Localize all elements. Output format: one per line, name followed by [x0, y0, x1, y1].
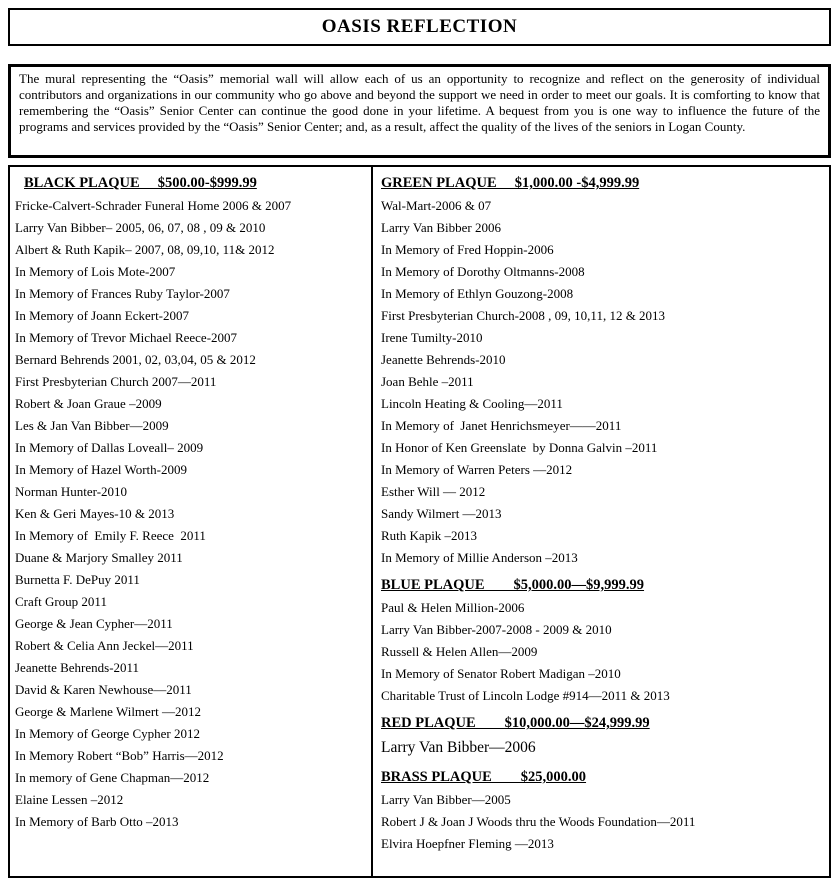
donor-entry: George & Jean Cypher—2011: [15, 616, 173, 631]
donor-entry: Elaine Lessen –2012: [15, 792, 124, 807]
donor-entry: In Memory of Emily F. Reece 2011: [15, 528, 206, 543]
intro-box: [8, 64, 831, 158]
donor-entry: Robert & Joan Graue –2009: [15, 396, 162, 411]
donor-entry: In Memory of Trevor Michael Reece-2007: [15, 330, 238, 345]
title-box: [8, 8, 831, 46]
plaque-lists: [8, 165, 831, 878]
left-column: [10, 167, 373, 876]
donor-entry: In Memory of Frances Ruby Taylor-2007: [15, 286, 230, 301]
donor-entry: Esther Will — 2012: [381, 484, 486, 499]
donor-entry: Wal-Mart-2006 & 07: [381, 198, 492, 213]
donor-entry: In Memory of Hazel Worth-2009: [15, 462, 188, 477]
black-plaque-heading-text: BLACK PLAQUE $500.00-$999.99: [24, 175, 257, 191]
donor-entry: Larry Van Bibber– 2005, 06, 07, 08 , 09 & 2010: [15, 220, 266, 235]
black-plaque-heading: [15, 171, 365, 195]
donor-entry: Russell & Helen Allen—2009: [381, 644, 538, 659]
donor-entry: Larry Van Bibber 2006: [381, 220, 501, 235]
donor-entry: In Memory of Lois Mote-2007: [15, 264, 176, 279]
donor-entry: Robert & Celia Ann Jeckel—2011: [15, 638, 194, 653]
donor-entry: Les & Jan Van Bibber—2009: [15, 418, 169, 433]
donor-entry: In Memory of Dorothy Oltmanns-2008: [381, 264, 585, 279]
donor-entry: In Memory of George Cypher 2012: [15, 726, 200, 741]
donor-entry: In Honor of Ken Greenslate by Donna Galvin –2011: [381, 440, 658, 455]
donor-entry: Albert & Ruth Kapik– 2007, 08, 09,10, 11& 2012: [15, 242, 275, 257]
donor-entry: Ken & Geri Mayes-10 & 2013: [15, 506, 175, 521]
donor-entry: In Memory of Ethlyn Gouzong-2008: [381, 286, 574, 301]
donor-entry: In Memory of Barb Otto –2013: [15, 814, 179, 829]
donor-entry: Duane & Marjory Smalley 2011: [15, 550, 183, 565]
donor-entry: Lincoln Heating & Cooling—2011: [381, 396, 563, 411]
donor-entry: In Memory of Joann Eckert-2007: [15, 308, 190, 323]
donor-entry: In Memory of Senator Robert Madigan –2010: [381, 666, 621, 681]
donor-entry: Norman Hunter-2010: [15, 484, 128, 499]
donor-entry: In Memory of Millie Anderson –2013: [381, 550, 578, 565]
donor-entry: Elvira Hoepfner Fleming —2013: [381, 836, 554, 851]
donor-entry: In Memory of Warren Peters —2012: [381, 462, 573, 477]
donor-entry: First Presbyterian Church 2007—2011: [15, 374, 217, 389]
donor-entry: Jeanette Behrends-2010: [381, 352, 506, 367]
donor-entry: Joan Behle –2011: [381, 374, 474, 389]
brass-plaque-heading-text: BRASS PLAQUE $25,000.00: [381, 769, 587, 785]
green-plaque-heading-text: GREEN PLAQUE $1,000.00 -$4,999.99: [381, 175, 640, 191]
donor-entry: In Memory of Fred Hoppin-2006: [381, 242, 554, 257]
donor-entry: Fricke-Calvert-Schrader Funeral Home 2006 & 2007: [15, 198, 292, 213]
donor-entry: Ruth Kapik –2013: [381, 528, 478, 543]
donor-entry: Burnetta F. DePuy 2011: [15, 572, 140, 587]
donor-entry: First Presbyterian Church-2008 , 09, 10,11, 12 & 2013: [381, 308, 666, 323]
donor-entry: Paul & Helen Million-2006: [381, 600, 525, 615]
red-plaque-heading-text: RED PLAQUE $10,000.00—$24,999.99: [381, 715, 650, 731]
donor-entry: Bernard Behrends 2001, 02, 03,04, 05 & 2012: [15, 352, 256, 367]
donor-entry: Robert J & Joan J Woods thru the Woods Foundation—2011: [381, 814, 696, 829]
green-plaque-heading: [381, 171, 823, 195]
brass-plaque-heading: [381, 765, 823, 789]
donor-entry: Larry Van Bibber-2007-2008 - 2009 & 2010: [381, 622, 612, 637]
donor-entry: Larry Van Bibber—2005: [381, 792, 511, 807]
donor-entry: In Memory of Janet Henrichsmeyer——2011: [381, 418, 622, 433]
blue-plaque-heading-text: BLUE PLAQUE $5,000.00—$9,999.99: [381, 577, 645, 593]
intro-paragraph: The mural representing the “Oasis” memorial wall will allow each of us an opportunity to recognize and reflect on the generosity of individual contributors and organizations in our community who go above and beyond the support we need in order to meet our goals. It is comforting to know that remembering the “Oasis” Senior Center can continue the good done in your lifetime. A bequest from you is one way to influence the future of the programs and services provided by the “Oasis” Senior Center; and, as a result, affect the quality of the lives of the seniors in Logan County.: [19, 71, 820, 134]
donor-entry: Jeanette Behrends-2011: [15, 660, 140, 675]
donor-entry: David & Karen Newhouse—2011: [15, 682, 192, 697]
donor-entry: In Memory Robert “Bob” Harris—2012: [15, 748, 224, 763]
donor-entry: Larry Van Bibber—2006: [381, 739, 536, 756]
blue-plaque-heading: [381, 573, 823, 597]
donor-entry: Sandy Wilmert —2013: [381, 506, 502, 521]
donor-entry: George & Marlene Wilmert —2012: [15, 704, 202, 719]
donor-entry: In Memory of Dallas Loveall– 2009: [15, 440, 204, 455]
donor-entry: Craft Group 2011: [15, 594, 107, 609]
page-title: OASIS REFLECTION: [321, 16, 518, 37]
red-plaque-heading: [381, 711, 823, 735]
donor-entry: In memory of Gene Chapman—2012: [15, 770, 210, 785]
donor-entry: Charitable Trust of Lincoln Lodge #914—2011 & 2013: [381, 688, 670, 703]
right-column: [373, 167, 829, 876]
donor-entry: Irene Tumilty-2010: [381, 330, 483, 345]
